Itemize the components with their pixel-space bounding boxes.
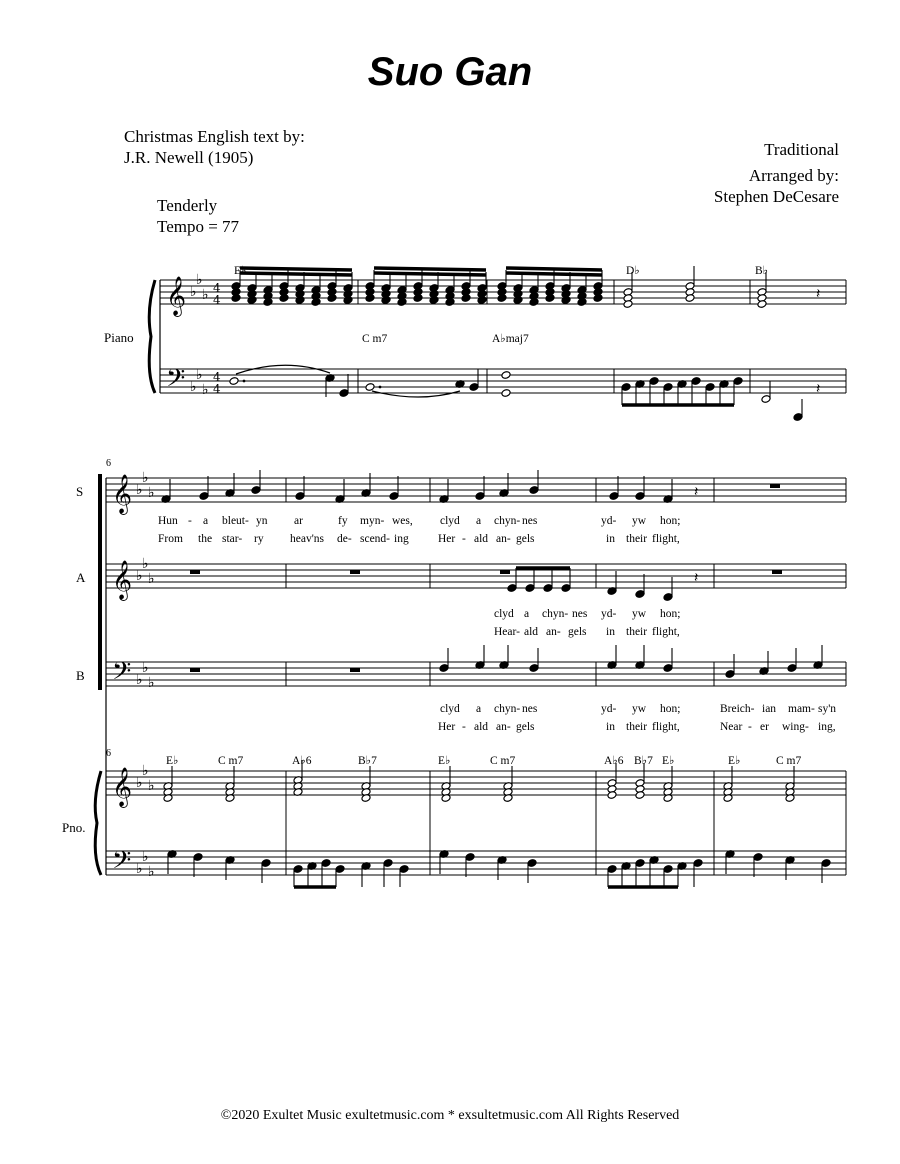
lyric: er bbox=[760, 721, 769, 733]
lyric: Hear- bbox=[494, 626, 520, 638]
lyric: - bbox=[462, 721, 466, 733]
lyric: a bbox=[524, 608, 530, 620]
lyric: ald bbox=[474, 533, 489, 545]
lyric: in bbox=[606, 533, 615, 545]
time-signature: 4 bbox=[213, 281, 221, 295]
lyric: Her bbox=[438, 533, 456, 545]
note-head bbox=[501, 389, 511, 398]
lyric: Hun bbox=[158, 515, 178, 527]
chord-symbol: C m7 bbox=[776, 755, 802, 767]
lyric: ing bbox=[394, 533, 409, 545]
lyric: yw bbox=[632, 515, 647, 527]
lyric: hon; bbox=[660, 515, 681, 527]
flat-accidental: ♭ bbox=[148, 485, 155, 501]
flat-accidental: ♭ bbox=[142, 556, 149, 572]
lyric: ald bbox=[474, 721, 489, 733]
flat-accidental: ♭ bbox=[142, 660, 149, 676]
piano-chords bbox=[166, 755, 801, 767]
flat-accidental: ♭ bbox=[148, 571, 155, 587]
note-beam bbox=[240, 268, 352, 270]
lyric: de- bbox=[337, 533, 352, 545]
flat-accidental: ♭ bbox=[196, 367, 203, 383]
lyric: yd- bbox=[601, 608, 617, 620]
tie bbox=[236, 365, 330, 374]
lyric: star- bbox=[222, 533, 243, 545]
flat-accidental: ♭ bbox=[136, 672, 143, 688]
lyric: - bbox=[188, 515, 192, 527]
part-label-bass: B bbox=[76, 668, 85, 683]
text-credit-line1: Christmas English text by: bbox=[124, 127, 305, 146]
time-signature: 4 bbox=[213, 382, 221, 396]
lyric: their bbox=[626, 721, 648, 733]
lyric: an- bbox=[496, 721, 511, 733]
chord-symbol: E♭ bbox=[166, 755, 179, 767]
chord-symbol: E♭ bbox=[438, 755, 451, 767]
lyric: flight, bbox=[652, 533, 680, 545]
lyric: ian bbox=[762, 703, 777, 715]
source-label: Traditional bbox=[764, 140, 839, 159]
lyric: yw bbox=[632, 703, 647, 715]
page-title: Suo Gan bbox=[367, 50, 533, 94]
chord-symbol: A♭6 bbox=[604, 755, 624, 767]
flat-accidental: ♭ bbox=[148, 778, 155, 794]
time-signature: 4 bbox=[213, 293, 221, 307]
lyric: - bbox=[748, 721, 752, 733]
chord-symbol: E♭ bbox=[728, 755, 741, 767]
lyric: mam- bbox=[788, 703, 815, 715]
chord-symbol: E♭ bbox=[234, 265, 247, 277]
quarter-rest: 𝄽 bbox=[816, 286, 821, 302]
copyright-footer: ©2020 Exultet Music exultetmusic.com * exsultetmusic.com All Rights Reserved bbox=[220, 1108, 680, 1123]
lyric: - bbox=[462, 533, 466, 545]
chord-symbol: D♭ bbox=[626, 265, 640, 277]
whole-rest bbox=[350, 570, 360, 574]
flat-accidental: ♭ bbox=[190, 379, 197, 395]
lyric: ing, bbox=[818, 721, 836, 733]
lyric: yw bbox=[632, 608, 647, 620]
bass-clef: 𝄢 bbox=[166, 364, 186, 399]
lyric: fy bbox=[338, 515, 348, 527]
lyric: Near bbox=[720, 721, 743, 733]
treble-clef: 𝄞 bbox=[112, 474, 133, 514]
bass-clef: 𝄢 bbox=[112, 657, 132, 692]
chord-symbol: B♭7 bbox=[358, 755, 377, 767]
flat-accidental: ♭ bbox=[136, 482, 143, 498]
arranger-line1: Arranged by: bbox=[748, 166, 839, 185]
lyric: chyn- bbox=[494, 515, 521, 527]
lyric: flight, bbox=[652, 721, 680, 733]
note-head bbox=[229, 377, 239, 386]
lyric: hon; bbox=[660, 608, 681, 620]
note-beam bbox=[374, 268, 486, 270]
note-beam bbox=[506, 273, 602, 275]
soprano-lyrics bbox=[158, 515, 680, 545]
lyric: a bbox=[476, 515, 482, 527]
note-head bbox=[365, 383, 375, 392]
flat-accidental: ♭ bbox=[142, 470, 149, 486]
treble-clef: 𝄞 bbox=[112, 767, 133, 807]
note-beam bbox=[240, 273, 352, 275]
dot bbox=[379, 386, 382, 389]
quarter-rest: 𝄽 bbox=[694, 484, 699, 500]
whole-rest bbox=[772, 570, 782, 574]
lyric: a bbox=[476, 703, 482, 715]
lyric: nes bbox=[572, 608, 588, 620]
lyric: ry bbox=[254, 533, 264, 545]
bass-clef: 𝄢 bbox=[112, 846, 132, 881]
lyric: chyn- bbox=[542, 608, 569, 620]
lyric: their bbox=[626, 533, 648, 545]
lyric: sy'n bbox=[818, 703, 837, 715]
flat-accidental: ♭ bbox=[148, 864, 155, 880]
lyric: yn bbox=[256, 515, 268, 527]
chord-symbol: B♭7 bbox=[634, 755, 653, 767]
chord-symbol: A♭maj7 bbox=[492, 333, 529, 345]
treble-clef: 𝄞 bbox=[112, 560, 133, 600]
lyric: scend- bbox=[360, 533, 391, 545]
chord-symbol: B♭ bbox=[755, 265, 769, 277]
arranger-line2: Stephen DeCesare bbox=[713, 187, 839, 206]
measure-number: 6 bbox=[106, 748, 111, 759]
flat-accidental: ♭ bbox=[136, 861, 143, 877]
lyric: flight, bbox=[652, 626, 680, 638]
lyric: heav'ns bbox=[290, 533, 325, 545]
flat-accidental: ♭ bbox=[202, 382, 209, 398]
flat-accidental: ♭ bbox=[196, 272, 203, 288]
flat-accidental: ♭ bbox=[136, 568, 143, 584]
chord-symbol: C m7 bbox=[218, 755, 244, 767]
lyric: chyn- bbox=[494, 703, 521, 715]
whole-rest bbox=[190, 668, 200, 672]
brace bbox=[149, 280, 155, 393]
flat-accidental: ♭ bbox=[136, 775, 143, 791]
whole-rest bbox=[770, 484, 780, 488]
lyric: clyd bbox=[440, 703, 460, 715]
lyric: an- bbox=[496, 533, 511, 545]
tie bbox=[372, 391, 460, 397]
chord-symbol: E♭ bbox=[662, 755, 675, 767]
lyric: ar bbox=[294, 515, 303, 527]
lyric: a bbox=[203, 515, 209, 527]
lyric: clyd bbox=[494, 608, 514, 620]
chord-symbol: C m7 bbox=[362, 333, 388, 345]
part-label-soprano: S bbox=[76, 484, 84, 499]
alto-lyrics bbox=[494, 608, 680, 638]
lyric: gels bbox=[568, 626, 587, 638]
flat-accidental: ♭ bbox=[142, 763, 149, 779]
text-credit-line2: J.R. Newell (1905) bbox=[124, 148, 254, 167]
brace bbox=[95, 771, 101, 875]
part-label-alto: A bbox=[76, 570, 86, 585]
lyric: nes bbox=[522, 703, 538, 715]
quarter-rest: 𝄽 bbox=[694, 570, 699, 586]
treble-clef: 𝄞 bbox=[166, 276, 187, 316]
lyric: an- bbox=[546, 626, 561, 638]
lyric: wing- bbox=[782, 721, 809, 733]
lyric: ald bbox=[524, 626, 539, 638]
flat-accidental: ♭ bbox=[202, 287, 209, 303]
lyric: their bbox=[626, 626, 648, 638]
lyric: Breich- bbox=[720, 703, 755, 715]
lyric: in bbox=[606, 721, 615, 733]
chord-symbol: C m7 bbox=[490, 755, 516, 767]
lyric: Her bbox=[438, 721, 456, 733]
whole-rest bbox=[350, 668, 360, 672]
lyric: hon; bbox=[660, 703, 681, 715]
flat-accidental: ♭ bbox=[148, 675, 155, 691]
lyric: the bbox=[198, 533, 213, 545]
lyric: wes, bbox=[392, 515, 413, 527]
dot bbox=[243, 380, 246, 383]
bass-lyrics bbox=[438, 703, 836, 733]
whole-rest bbox=[190, 570, 200, 574]
piano-label: Pno. bbox=[62, 820, 86, 835]
lyric: gels bbox=[516, 721, 535, 733]
note-head bbox=[501, 371, 511, 380]
whole-rest bbox=[500, 570, 510, 574]
piano-label: Piano bbox=[104, 330, 134, 345]
expression-text: Tenderly bbox=[157, 196, 218, 215]
flat-accidental: ♭ bbox=[142, 849, 149, 865]
lyric: clyd bbox=[440, 515, 460, 527]
lyric: myn- bbox=[360, 515, 385, 527]
flat-accidental: ♭ bbox=[190, 284, 197, 300]
note-beam bbox=[506, 268, 602, 270]
chord-symbol: A♭6 bbox=[292, 755, 312, 767]
lyric: bleut- bbox=[222, 515, 249, 527]
time-signature: 4 bbox=[213, 370, 221, 384]
lyric: in bbox=[606, 626, 615, 638]
lyric: yd- bbox=[601, 515, 617, 527]
lyric: gels bbox=[516, 533, 535, 545]
lyric: nes bbox=[522, 515, 538, 527]
note-beam bbox=[374, 273, 486, 275]
lyric: yd- bbox=[601, 703, 617, 715]
measure-number: 6 bbox=[106, 458, 111, 469]
tempo-text: Tempo = 77 bbox=[157, 217, 240, 236]
quarter-rest: 𝄽 bbox=[816, 381, 821, 397]
lyric: From bbox=[158, 533, 183, 545]
